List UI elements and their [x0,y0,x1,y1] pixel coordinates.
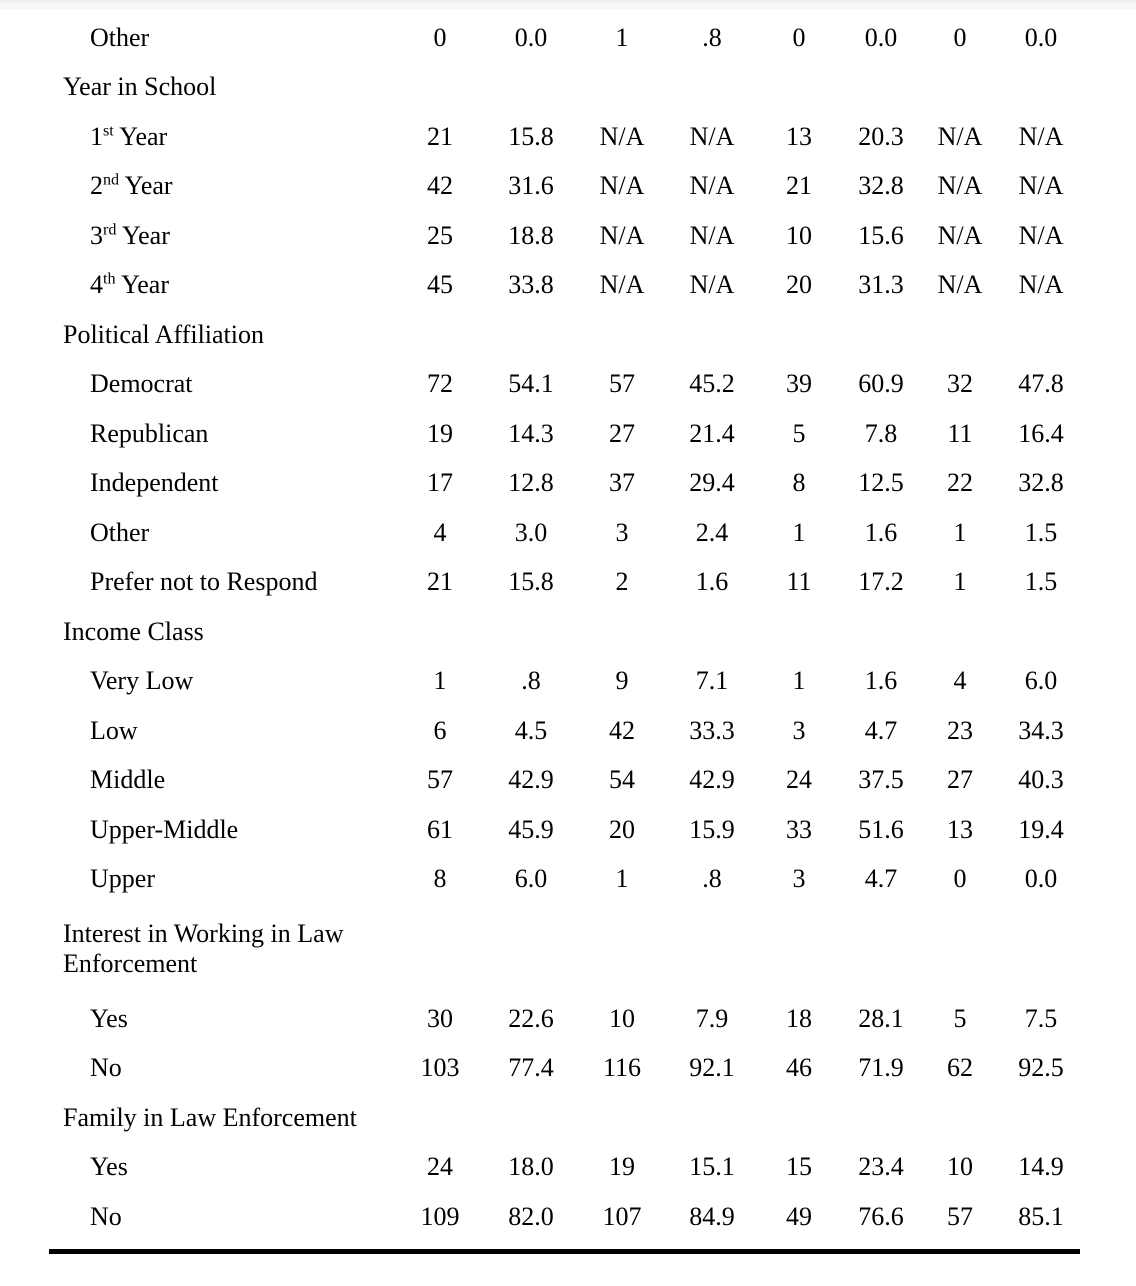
ordinal-number: 4 [90,270,103,300]
value-cell: 18.0 [508,1152,554,1182]
value-cell: 76.6 [858,1201,904,1231]
row-label: Interest in Working in Law Enforcement [63,919,344,978]
value-cell: 9 [615,666,629,696]
value-cell: 33.3 [689,715,735,745]
value-cell: 17.2 [858,567,904,597]
value-cell: 16.4 [1018,418,1064,448]
value-cell: 19.4 [1018,814,1064,844]
ordinal-number: 2 [90,171,103,201]
value-cell: 1.6 [864,517,898,547]
section-row [0,63,1136,113]
value-cell: 15.8 [508,121,554,151]
value-cell: 15.8 [508,567,554,597]
value-cell: 33 [786,814,812,844]
value-cell: 5 [953,1003,967,1033]
value-cell: N/A [1018,270,1064,300]
value-cell: 109 [420,1201,460,1231]
value-cell: 1 [615,22,629,52]
value-cell: 23.4 [858,1152,904,1182]
table-row [0,13,1136,63]
value-cell: .8 [521,666,541,696]
value-cell: 1.5 [1024,517,1058,547]
value-cell: 54 [609,765,635,795]
table-row [0,508,1136,558]
value-cell: 1 [792,666,806,696]
value-cell: 15.9 [689,814,735,844]
value-cell: 1 [953,567,967,597]
value-cell: 25 [427,220,453,250]
value-cell: 13 [786,121,812,151]
value-cell: 1.6 [864,666,898,696]
row-label: Family in Law Enforcement [63,1102,357,1132]
value-cell: 82.0 [508,1201,554,1231]
value-cell: 6.0 [514,864,548,894]
value-cell: N/A [937,220,983,250]
row-label: Independent [90,468,219,498]
ordinal-suffix: rd [103,221,117,239]
table-row [0,805,1136,855]
section-row [0,607,1136,657]
value-cell: N/A [689,121,735,151]
value-cell: 19 [609,1152,635,1182]
value-cell: 4.5 [514,715,548,745]
value-cell: 27 [947,765,973,795]
ordinal-suffix: st [103,122,114,140]
value-cell: .8 [702,864,722,894]
value-cell: 31.6 [508,171,554,201]
value-cell: N/A [937,171,983,201]
table-row [0,706,1136,756]
value-cell: N/A [599,220,645,250]
value-cell: 61 [427,814,453,844]
value-cell: 31.3 [858,270,904,300]
value-cell: 116 [602,1053,642,1083]
value-cell: N/A [689,220,735,250]
demographics-table [0,9,1136,1242]
value-cell: N/A [599,270,645,300]
value-cell: 5 [792,418,806,448]
value-cell: 47.8 [1018,369,1064,399]
value-cell: 30 [427,1003,453,1033]
table-row [0,211,1136,261]
value-cell: 18.8 [508,220,554,250]
value-cell: 21 [427,567,453,597]
value-cell: N/A [937,121,983,151]
value-cell: 11 [947,418,973,448]
value-cell: 6.0 [1024,666,1058,696]
table-row [0,409,1136,459]
row-label [63,122,368,152]
value-cell: 49 [786,1201,812,1231]
value-cell: 2.4 [695,517,729,547]
label-rest: Year [113,121,168,151]
value-cell: 13 [947,814,973,844]
value-cell: 12.8 [508,468,554,498]
value-cell: 10 [786,220,812,250]
ordinal-number: 3 [90,220,103,250]
value-cell: 0.0 [864,22,898,52]
table-row [0,1044,1136,1094]
value-cell: 10 [947,1152,973,1182]
value-cell: 37 [609,468,635,498]
value-cell: N/A [599,171,645,201]
value-cell: 0.0 [1024,864,1058,894]
value-cell: 1 [953,517,967,547]
value-cell: N/A [1018,121,1064,151]
value-cell: 51.6 [858,814,904,844]
row-label: Yes [90,1003,128,1033]
section-row [0,904,1136,994]
row-label [63,221,368,251]
table-row [0,459,1136,509]
value-cell: 0 [953,864,967,894]
table-row [0,261,1136,311]
value-cell: 0 [433,22,447,52]
value-cell: N/A [689,270,735,300]
value-cell: 33.8 [508,270,554,300]
value-cell: 92.5 [1018,1053,1064,1083]
row-label: Upper [90,864,155,894]
value-cell: .8 [702,22,722,52]
label-rest: Year [119,171,173,201]
value-cell: 18 [786,1003,812,1033]
row-label: No [90,1053,122,1083]
row-label: Upper-Middle [90,814,239,844]
value-cell: 7.1 [695,666,729,696]
value-cell: 1.5 [1024,567,1058,597]
value-cell: N/A [1018,220,1064,250]
value-cell: 4 [433,517,447,547]
value-cell: 1 [792,517,806,547]
value-cell: 0 [792,22,806,52]
value-cell: 40.3 [1018,765,1064,795]
value-cell: 22.6 [508,1003,554,1033]
value-cell: N/A [937,270,983,300]
value-cell: 24 [427,1152,453,1182]
value-cell: 29.4 [689,468,735,498]
row-label: Other [90,517,150,547]
value-cell: 28.1 [858,1003,904,1033]
value-cell: 0 [953,22,967,52]
value-cell: 1 [433,666,447,696]
section-row [0,1093,1136,1143]
row-label: Other [90,22,150,52]
value-cell: 1 [615,864,629,894]
value-cell: 42 [609,715,635,745]
value-cell: 71.9 [858,1053,904,1083]
value-cell: 7.8 [864,418,898,448]
table-row [0,360,1136,410]
value-cell: 20.3 [858,121,904,151]
table-row [0,162,1136,212]
row-label: No [90,1201,122,1231]
value-cell: 4.7 [864,864,898,894]
value-cell: 21 [786,171,812,201]
value-cell: 45.2 [689,369,735,399]
value-cell: 6 [433,715,447,745]
value-cell: 107 [602,1201,642,1231]
value-cell: 3 [615,517,629,547]
value-cell: 84.9 [689,1201,735,1231]
table-row [0,994,1136,1044]
value-cell: 2 [615,567,629,597]
value-cell: 4 [953,666,967,696]
value-cell: 77.4 [508,1053,554,1083]
table-row [0,1143,1136,1193]
table-row [0,855,1136,905]
value-cell: 15 [786,1152,812,1182]
row-label [63,270,368,300]
label-rest: Year [115,270,169,300]
value-cell: 32.8 [858,171,904,201]
value-cell: 45.9 [508,814,554,844]
table-row [0,1192,1136,1242]
value-cell: 32.8 [1018,468,1064,498]
value-cell: 23 [947,715,973,745]
table-row [0,558,1136,608]
ordinal-suffix: nd [103,171,120,189]
ordinal-suffix: th [103,270,116,288]
value-cell: 60.9 [858,369,904,399]
value-cell: 3 [792,864,806,894]
row-label: Very Low [90,666,194,696]
value-cell: 1.6 [695,567,729,597]
row-label: Year in School [63,72,217,102]
value-cell: 21 [427,121,453,151]
value-cell: 54.1 [508,369,554,399]
value-cell: 7.5 [1024,1003,1058,1033]
value-cell: 21.4 [689,418,735,448]
value-cell: 103 [420,1053,460,1083]
row-label [63,171,368,201]
value-cell: 20 [609,814,635,844]
value-cell: 0.0 [1024,22,1058,52]
value-cell: 3.0 [514,517,548,547]
value-cell: 14.3 [508,418,554,448]
page-top-edge [0,0,1136,9]
value-cell: 4.7 [864,715,898,745]
value-cell: 19 [427,418,453,448]
value-cell: 57 [427,765,453,795]
value-cell: 17 [427,468,453,498]
value-cell: 72 [427,369,453,399]
row-label: Political Affiliation [63,319,265,349]
value-cell: 3 [792,715,806,745]
value-cell: 7.9 [695,1003,729,1033]
ordinal-number: 1 [90,121,103,151]
value-cell: 22 [947,468,973,498]
value-cell: 62 [947,1053,973,1083]
value-cell: 57 [947,1201,973,1231]
value-cell: 45 [427,270,453,300]
row-label: Yes [90,1152,128,1182]
value-cell: 14.9 [1018,1152,1064,1182]
row-label: Low [90,715,138,745]
value-cell: 12.5 [858,468,904,498]
row-label: Middle [90,765,166,795]
value-cell: 37.5 [858,765,904,795]
table-row [0,112,1136,162]
value-cell: 92.1 [689,1053,735,1083]
value-cell: N/A [689,171,735,201]
value-cell: 85.1 [1018,1201,1064,1231]
value-cell: 20 [786,270,812,300]
value-cell: 8 [433,864,447,894]
value-cell: 57 [609,369,635,399]
value-cell: 39 [786,369,812,399]
value-cell: 8 [792,468,806,498]
value-cell: 42.9 [508,765,554,795]
value-cell: N/A [1018,171,1064,201]
value-cell: 15.6 [858,220,904,250]
value-cell: N/A [599,121,645,151]
value-cell: 27 [609,418,635,448]
value-cell: 10 [609,1003,635,1033]
value-cell: 42.9 [689,765,735,795]
table-row [0,756,1136,806]
row-label: Income Class [63,616,204,646]
value-cell: 42 [427,171,453,201]
value-cell: 32 [947,369,973,399]
row-label: Democrat [90,369,193,399]
value-cell: 24 [786,765,812,795]
value-cell: 11 [786,567,812,597]
value-cell: 15.1 [689,1152,735,1182]
row-label: Republican [90,418,209,448]
table-row [0,657,1136,707]
section-row [0,310,1136,360]
value-cell: 46 [786,1053,812,1083]
table-bottom-rule [49,1249,1080,1254]
label-rest: Year [116,220,170,250]
row-label: Prefer not to Respond [90,567,318,597]
value-cell: 0.0 [514,22,548,52]
value-cell: 34.3 [1018,715,1064,745]
